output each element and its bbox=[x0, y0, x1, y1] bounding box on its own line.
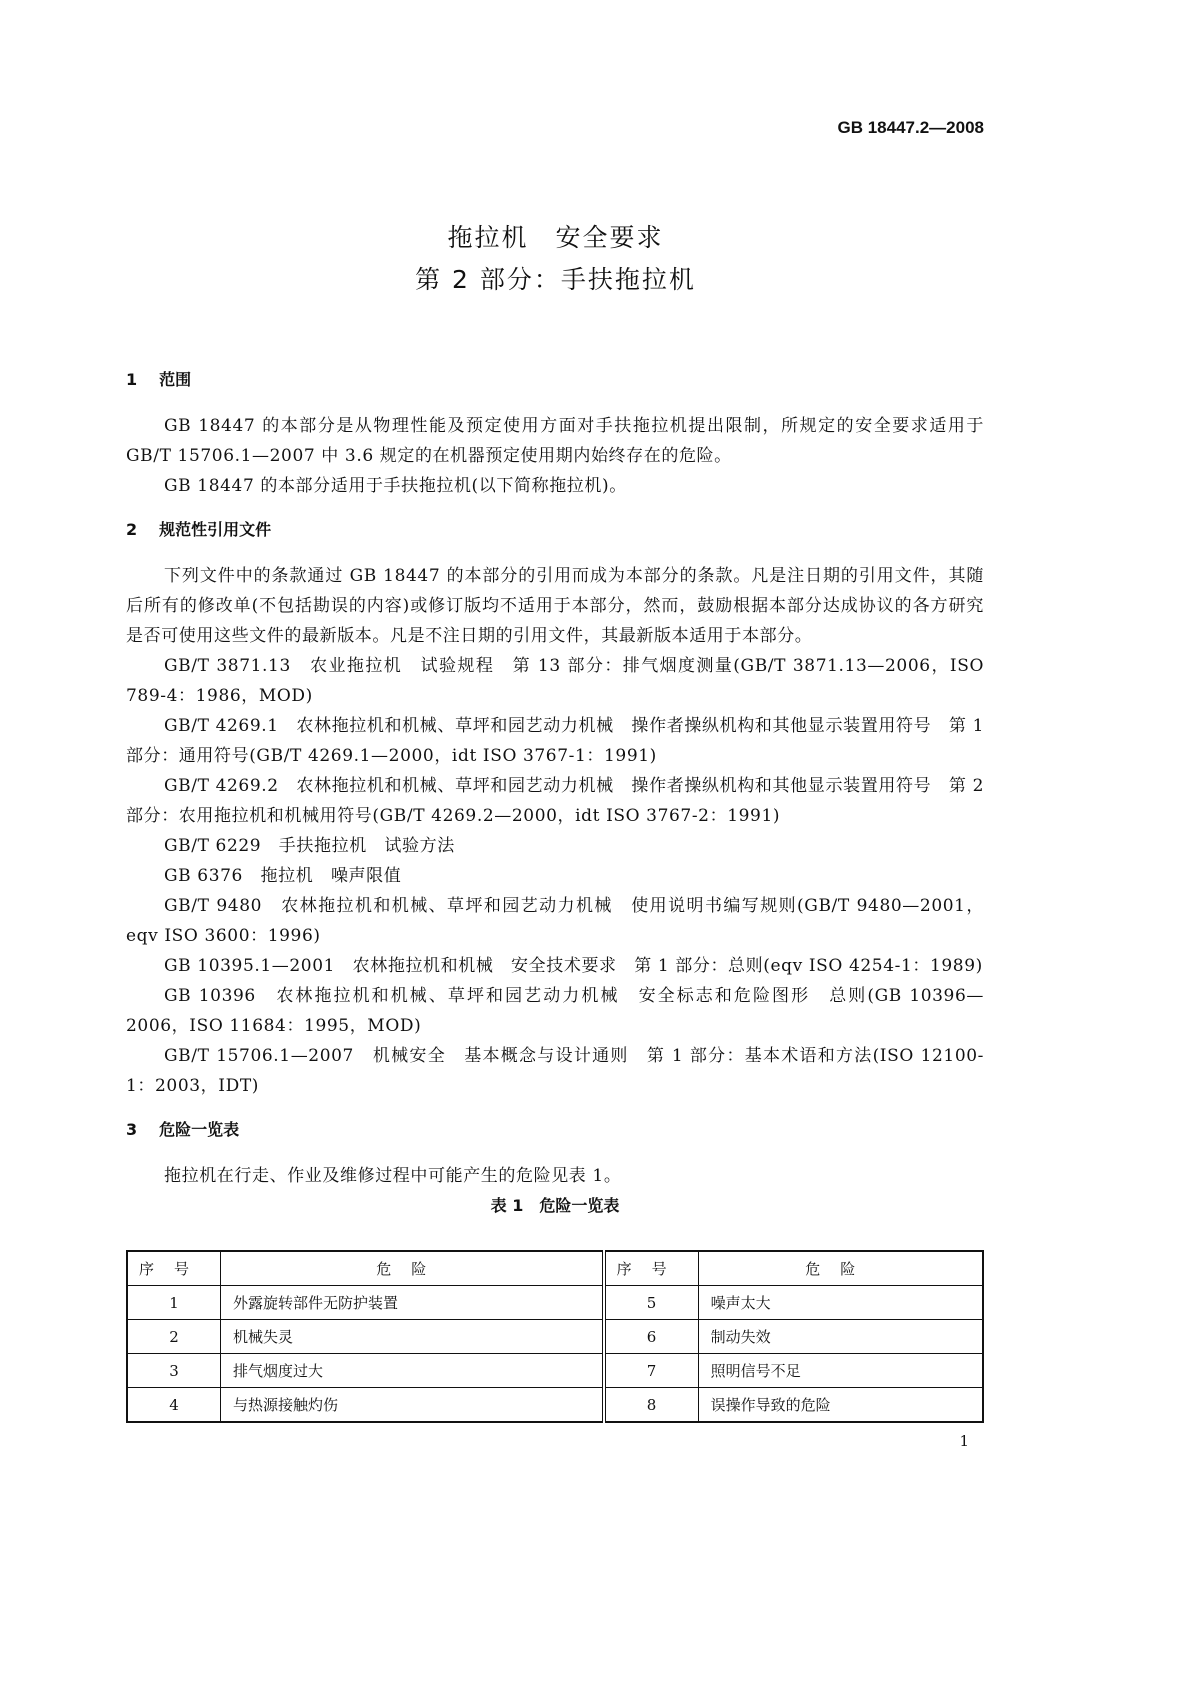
document-body bbox=[126, 365, 984, 1221]
cell-hazard: 制动失效 bbox=[698, 1320, 983, 1354]
section-number: 2 bbox=[126, 520, 138, 539]
table-row bbox=[127, 1388, 983, 1423]
cell-number: 1 bbox=[127, 1286, 221, 1320]
reference-item: GB/T 15706.1—2007 机械安全 基本概念与设计通则 第 1 部分：基本术语和方法(ISO 12100-1：2003，IDT) bbox=[126, 1046, 984, 1096]
table-header-row bbox=[127, 1251, 983, 1286]
cell-hazard: 外露旋转部件无防护装置 bbox=[221, 1286, 604, 1320]
cell-number: 4 bbox=[127, 1388, 221, 1423]
cell-number: 7 bbox=[604, 1354, 699, 1388]
cell-hazard: 排气烟度过大 bbox=[221, 1354, 604, 1388]
reference-item: GB 6376 拖拉机 噪声限值 bbox=[164, 866, 402, 886]
cell-number: 2 bbox=[127, 1320, 221, 1354]
reference-item: GB/T 9480 农林拖拉机和机械、草坪和园艺动力机械 使用说明书编写规则(GB/T 9480—2001，eqv ISO 3600：1996) bbox=[126, 896, 984, 946]
cell-number: 8 bbox=[604, 1388, 699, 1423]
cell-hazard: 机械失灵 bbox=[221, 1320, 604, 1354]
reference-item: GB 10396 农林拖拉机和机械、草坪和园艺动力机械 安全标志和危险图形 总则(GB 10396—2006，ISO 11684：1995，MOD) bbox=[126, 986, 984, 1036]
standard-number: GB 18447.2—2008 bbox=[837, 118, 984, 137]
reference-item: GB/T 6229 手扶拖拉机 试验方法 bbox=[164, 836, 455, 856]
paragraph: GB 18447 的本部分是从物理性能及预定使用方面对手扶拖拉机提出限制，所规定的安全要求适用于 GB/T 15706.1—2007 中 3.6 规定的在机器预定使用期内始终存在的危险。 bbox=[126, 416, 984, 466]
header-hazard: 危险 bbox=[221, 1251, 604, 1286]
cell-number: 6 bbox=[604, 1320, 699, 1354]
reference-item: GB/T 4269.1 农林拖拉机和机械、草坪和园艺动力机械 操作者操纵机构和其他显示装置用符号 第 1 部分：通用符号(GB/T 4269.1—2000，idt ISO 3767-1：1991) bbox=[126, 716, 984, 766]
paragraph: 下列文件中的条款通过 GB 18447 的本部分的引用而成为本部分的条款。凡是注日期的引用文件，其随后所有的修改单(不包括勘误的内容)或修订版均不适用于本部分，然而，鼓励根据本部分达成协议的各方研究是否可使用这些文件的最新版本。凡是不注日期的引用文件，其最新版本适用于本部分。 bbox=[126, 566, 984, 646]
section-heading bbox=[126, 515, 984, 545]
section-title: 范围 bbox=[159, 370, 192, 389]
cell-hazard: 噪声太大 bbox=[698, 1286, 983, 1320]
paragraph: GB 18447 的本部分适用于手扶拖拉机(以下简称拖拉机)。 bbox=[164, 476, 627, 496]
table-row bbox=[127, 1286, 983, 1320]
cell-hazard: 与热源接触灼伤 bbox=[221, 1388, 604, 1423]
table-caption: 表 1 危险一览表 bbox=[490, 1196, 620, 1215]
page-number: 1 bbox=[959, 1432, 969, 1450]
document-subtitle: 第 2 部分：手扶拖拉机 bbox=[415, 265, 696, 294]
header-number: 序号 bbox=[604, 1251, 699, 1286]
section-title: 危险一览表 bbox=[159, 1120, 240, 1139]
cell-number: 3 bbox=[127, 1354, 221, 1388]
section-number: 3 bbox=[126, 1120, 138, 1139]
reference-item: GB/T 3871.13 农业拖拉机 试验规程 第 13 部分：排气烟度测量(GB/T 3871.13—2006，ISO 789-4：1986，MOD) bbox=[126, 656, 984, 706]
table-row bbox=[127, 1320, 983, 1354]
section-number: 1 bbox=[126, 370, 138, 389]
reference-item: GB/T 4269.2 农林拖拉机和机械、草坪和园艺动力机械 操作者操纵机构和其他显示装置用符号 第 2 部分：农用拖拉机和机械用符号(GB/T 4269.2—2000，idt ISO 3767-2：1991) bbox=[126, 776, 984, 826]
header-hazard: 危险 bbox=[698, 1251, 983, 1286]
document-title: 拖拉机 安全要求 bbox=[447, 223, 664, 252]
cell-hazard: 误操作导致的危险 bbox=[698, 1388, 983, 1423]
hazard-table bbox=[126, 1250, 984, 1423]
paragraph: 拖拉机在行走、作业及维修过程中可能产生的危险见表 1。 bbox=[164, 1166, 622, 1186]
table-row bbox=[127, 1354, 983, 1388]
section-heading bbox=[126, 1115, 984, 1145]
cell-hazard: 照明信号不足 bbox=[698, 1354, 983, 1388]
section-heading bbox=[126, 365, 984, 395]
reference-item: GB 10395.1—2001 农林拖拉机和机械 安全技术要求 第 1 部分：总则(eqv ISO 4254-1：1989) bbox=[164, 956, 983, 976]
section-title: 规范性引用文件 bbox=[159, 520, 272, 539]
header-number: 序号 bbox=[127, 1251, 221, 1286]
cell-number: 5 bbox=[604, 1286, 699, 1320]
